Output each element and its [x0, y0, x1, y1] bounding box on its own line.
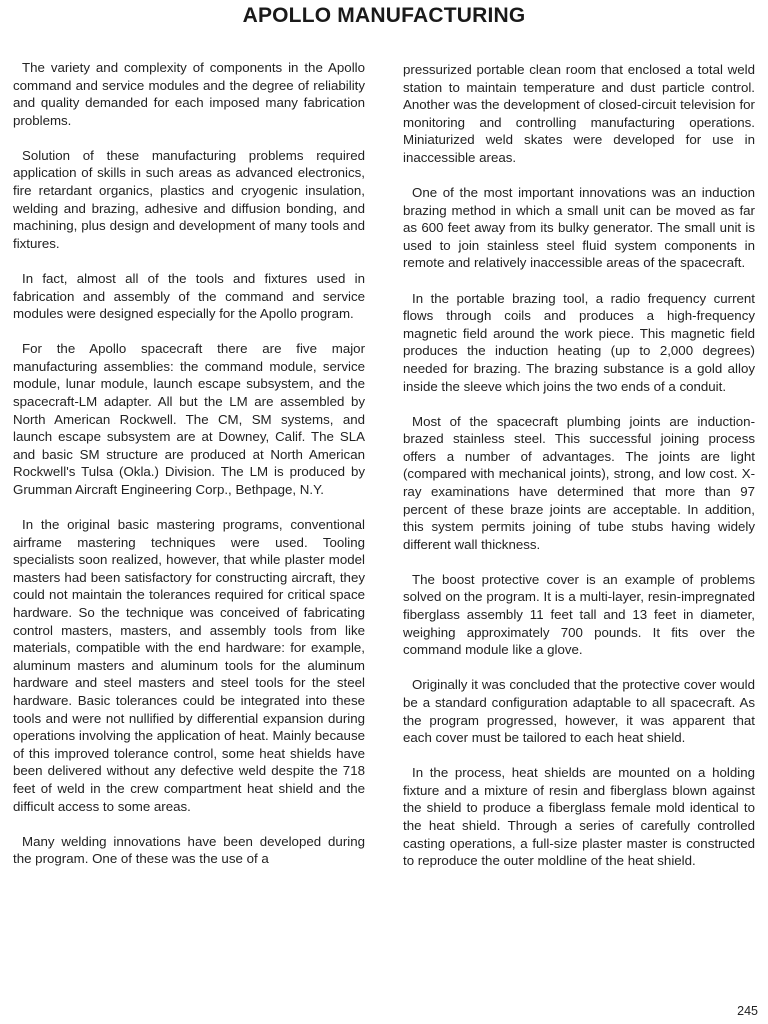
paragraph: The boost protective cover is an example of problems solved on the program. It is a multi-layer, resin-impregnated fiberglass assembly 11 feet tall and 13 feet in diameter, weighing approximately 700 pounds. It fits over the command module like a glove.	[403, 571, 755, 658]
page-number: 245	[737, 1004, 758, 1018]
paragraph: One of the most important innovations was an induction brazing method in which a small unit can be moved as far as 600 feet away from its bulky generator. The small unit is used to join stainless steel fluid system components in remote and relatively inaccessible areas of the spacecraft.	[403, 185, 755, 271]
paragraph: pressurized portable clean room that enclosed a total weld station to maintain temperature and dust particle control. Another was the development of closed-circuit television for monitoring and controlling manufacturing operations. Miniaturized weld skates were developed for use in inaccessible areas.	[403, 62, 755, 165]
page-title: APOLLO MANUFACTURING	[242, 4, 526, 27]
left-column	[13, 59, 365, 885]
paragraph: In the process, heat shields are mounted on a holding fixture and a mixture of resin and fiberglass blown against the shield to produce a fiberglass female mold identical to the heat shield. Through a series of carefully controlled casting operations, a full-size plaster master is constructed to reproduce the outer moldline of the heat shield.	[403, 765, 755, 869]
paragraph: For the Apollo spacecraft there are five major manufacturing assemblies: the command module, service module, lunar module, launch escape subsystem, and the spacecraft-LM adapter. All but the LM are assembled by North American Rockwell. The CM, SM systems, and launch escape subsystem are at Downey, Calif. The SLA and basic SM structure are produced at North American Rockwell's Tulsa (Okla.) Division. The LM is produced by Grumman Aircraft Engineering Corp., Bethpage, N.Y.	[13, 341, 365, 497]
right-column	[403, 61, 755, 887]
paragraph: In fact, almost all of the tools and fixtures used in fabrication and assembly of the command and service modules were designed especially for the Apollo program.	[13, 270, 365, 322]
paragraph: The variety and complexity of components in the Apollo command and service modules and the degree of reliability and quality demanded for each imposed many fabrication problems.	[13, 60, 365, 128]
paragraph: In the portable brazing tool, a radio frequency current flows through coils and produces a high-frequency magnetic field around the work piece. This magnetic field produces the induction heating (up to 2,000 degrees) needed for brazing. The brazing substance is a gold alloy inside the sleeve which joins the two ends of a conduit.	[403, 290, 755, 394]
paragraph: Solution of these manufacturing problems required application of skills in such areas as advanced electronics, fire retardant organics, plastics and cryogenic insulation, welding and brazing, adhesive and diffusion bonding, and machining, plus design and development of many tools and fixtures.	[13, 147, 365, 251]
paragraph: Most of the spacecraft plumbing joints are induction-brazed stainless steel. This successful joining process offers a number of advantages. The joints are light (compared with mechanical joints), strong, and low cost. X-ray examinations have determined that more than 97 percent of these braze joints are acceptable. In addition, this system permits joining of tube stubs having widely different wall thickness.	[403, 413, 755, 552]
paragraph: In the original basic mastering programs, conventional airframe mastering techniques were used. Tooling specialists soon realized, however, that while plaster model masters had been satisfactory for constructing aircraft, they could not maintain the tolerances required for critical space hardware. So the technique was conceived of fabricating control masters, masters, and assembly tools from like materials, compatible with the end hardware: for example, aluminum masters and aluminum tools for the aluminum hardware and steel masters and steel tools for the steel hardware. Basic tolerances could be integrated into these tools and were not nullified by differential expansion during operations involving the application of heat. Mainly because of this improved tolerance control, some heat shields have been delivered without any defective weld despite the 718 feet of weld in the crew compartment heat shield and the difficult access to some areas.	[13, 517, 365, 814]
paragraph: Originally it was concluded that the protective cover would be a standard configuration adaptable to all spacecraft. As the program progressed, however, it was apparent that each cover must be tailored to each heat shield.	[403, 677, 755, 746]
paragraph: Many welding innovations have been developed during the program. One of these was the use of a	[13, 833, 365, 867]
